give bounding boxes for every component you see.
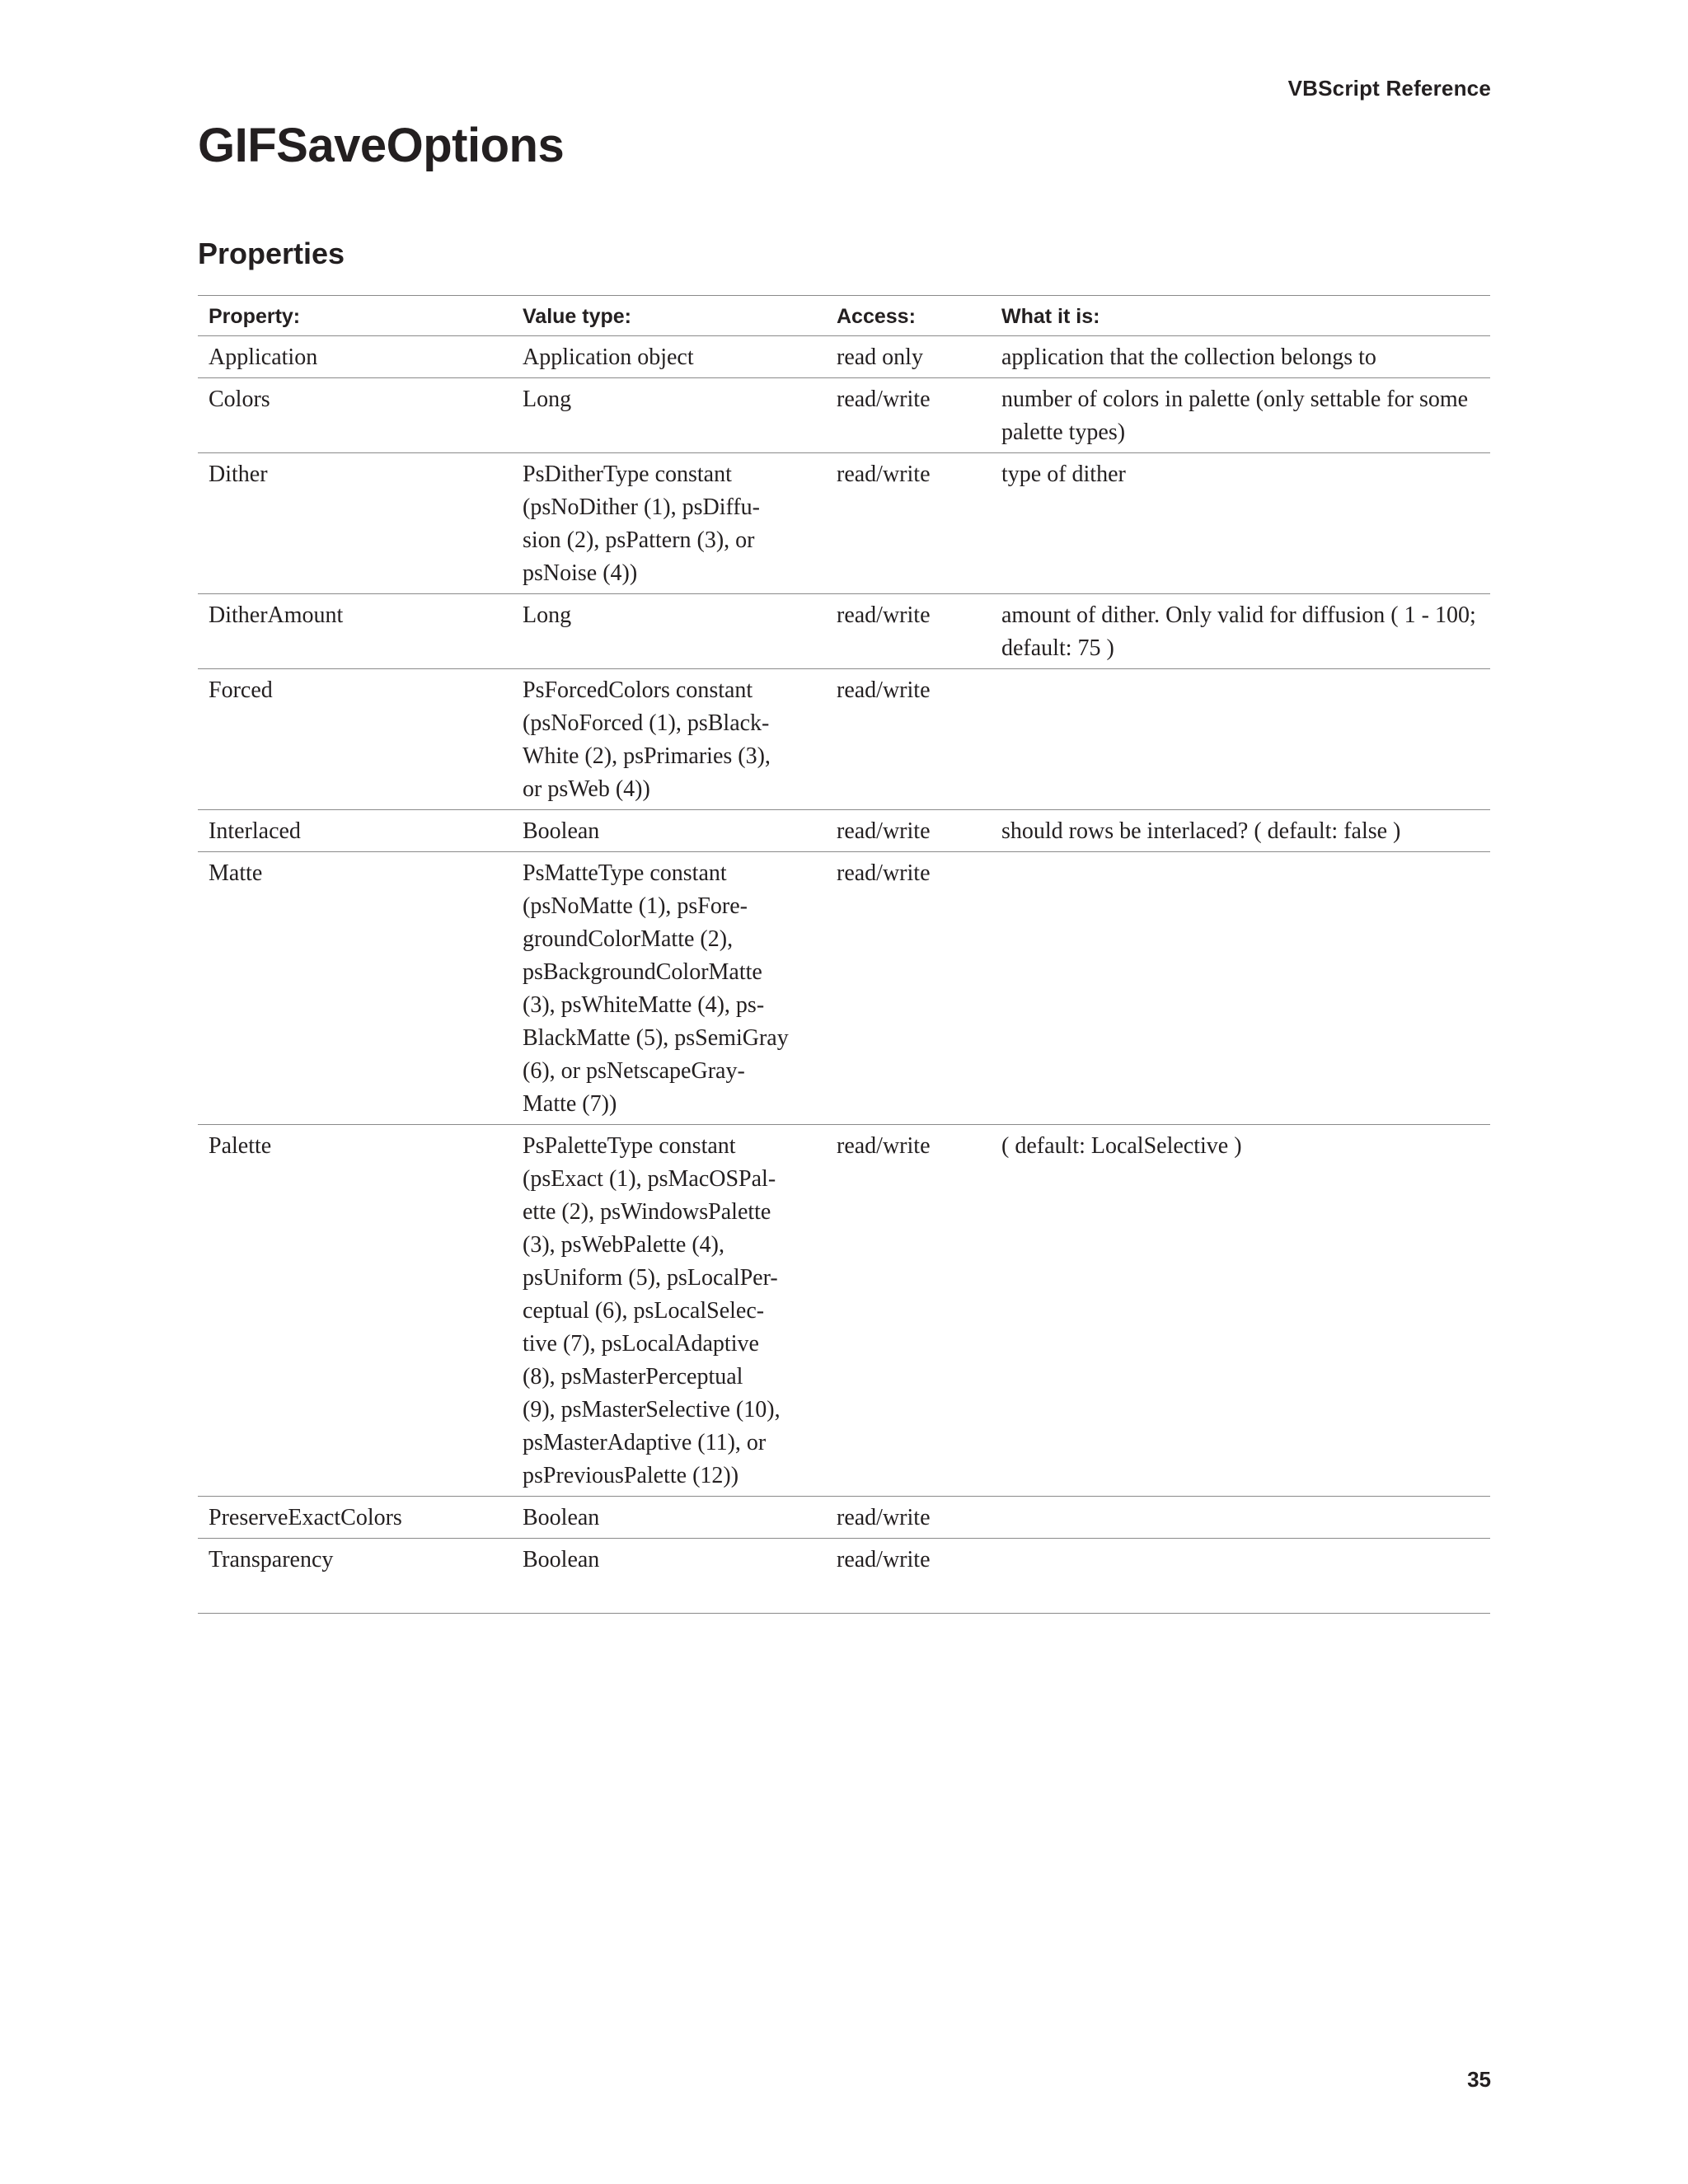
cell-description [991, 336, 1490, 378]
cell-description [991, 1539, 1490, 1614]
value-type-line: (psNoMatte (1), psFore- [523, 893, 748, 919]
table-row [198, 669, 1490, 810]
column-header-value-type: Value type: [512, 296, 826, 336]
cell-property: Palette [198, 1125, 512, 1497]
table-row [198, 594, 1490, 669]
running-head: VBScript Reference [1287, 76, 1491, 101]
value-type-line: psUniform (5), psLocalPer- [523, 1265, 778, 1291]
cell-value-type [512, 1125, 826, 1497]
value-type-line: Long [523, 602, 572, 628]
cell-access: read/write [826, 1497, 991, 1539]
description-line: default: 75 ) [1001, 635, 1114, 661]
value-type-line: Boolean [523, 1505, 600, 1530]
value-type-line: Matte (7)) [523, 1091, 617, 1117]
table-row [198, 810, 1490, 852]
value-type-line: Long [523, 387, 572, 412]
cell-value-type [512, 1497, 826, 1539]
table-row [198, 453, 1490, 594]
cell-description [991, 378, 1490, 453]
cell-access: read/write [826, 852, 991, 1125]
cell-value-type [512, 378, 826, 453]
table-row [198, 1497, 1490, 1539]
value-type-line: (8), psMasterPerceptual [523, 1364, 743, 1390]
cell-property: Colors [198, 378, 512, 453]
value-type-line: PsMatteType constant [523, 860, 727, 886]
value-type-line: (psNoDither (1), psDiffu- [523, 494, 760, 520]
column-header-what-it-is: What it is: [991, 296, 1490, 336]
value-type-line: or psWeb (4)) [523, 776, 650, 802]
description-line: should rows be interlaced? ( default: false ) [1001, 818, 1401, 844]
table-row [198, 1125, 1490, 1497]
value-type-line: sion (2), psPattern (3), or [523, 527, 755, 553]
value-type-line: PsForcedColors constant [523, 677, 753, 703]
cell-property: Dither [198, 453, 512, 594]
table-body [198, 336, 1490, 1614]
cell-access: read only [826, 336, 991, 378]
description-line: application that the collection belongs to [1001, 344, 1376, 370]
cell-value-type [512, 852, 826, 1125]
section-title: Properties [198, 237, 345, 270]
value-type-line: (6), or psNetscapeGray- [523, 1058, 745, 1084]
cell-property: Transparency [209, 1547, 334, 1572]
cell-value-type [512, 1539, 826, 1614]
cell-access: read/write [826, 810, 991, 852]
cell-property: PreserveExactColors [198, 1497, 512, 1539]
value-type-line: Application object [523, 344, 694, 370]
properties-table [198, 295, 1490, 1614]
value-type-line: PsDitherType constant [523, 462, 732, 487]
value-type-line: ceptual (6), psLocalSelec- [523, 1298, 765, 1324]
description-line: ( default: LocalSelective ) [1001, 1133, 1242, 1159]
cell-description [991, 1125, 1490, 1497]
cell-access: read/write [826, 1125, 991, 1497]
cell-description [991, 810, 1490, 852]
cell-value-type [512, 336, 826, 378]
value-type-line: BlackMatte (5), psSemiGray [523, 1025, 789, 1051]
cell-property: Interlaced [198, 810, 512, 852]
table-row [198, 1539, 1490, 1614]
value-type-line: psBackgroundColorMatte [523, 959, 762, 985]
cell-value-type [512, 810, 826, 852]
cell-description [991, 594, 1490, 669]
cell-description [991, 1497, 1490, 1539]
value-type-line: PsPaletteType constant [523, 1133, 736, 1159]
value-type-line: White (2), psPrimaries (3), [523, 743, 771, 769]
page-number: 35 [1467, 2067, 1491, 2092]
cell-access: read/write [826, 378, 991, 453]
column-header-access: Access: [826, 296, 991, 336]
page-title: GIFSaveOptions [198, 119, 565, 172]
cell-access: read/write [826, 453, 991, 594]
value-type-line: psMasterAdaptive (11), or [523, 1430, 767, 1455]
value-type-line: Boolean [523, 818, 600, 844]
value-type-line: ette (2), psWindowsPalette [523, 1199, 771, 1225]
value-type-line: (psExact (1), psMacOSPal- [523, 1166, 776, 1192]
description-line: type of dither [1001, 462, 1126, 487]
description-line: palette types) [1001, 419, 1126, 445]
cell-property: Matte [198, 852, 512, 1125]
cell-description [991, 669, 1490, 810]
cell-description [991, 852, 1490, 1125]
value-type-line: (psNoForced (1), psBlack- [523, 710, 770, 736]
cell-access: read/write [826, 669, 991, 810]
value-type-line: groundColorMatte (2), [523, 926, 734, 952]
cell-property: Application [198, 336, 512, 378]
value-type-line: psPreviousPalette (12)) [523, 1463, 739, 1488]
value-type-line: Boolean [523, 1547, 600, 1572]
cell-property: DitherAmount [198, 594, 512, 669]
column-header-property: Property: [198, 296, 512, 336]
cell-property: Forced [198, 669, 512, 810]
description-line: number of colors in palette (only settable for some [1001, 387, 1469, 412]
table-row [198, 852, 1490, 1125]
value-type-line: (9), psMasterSelective (10), [523, 1397, 781, 1422]
table-header-row [198, 296, 1490, 336]
cell-description [991, 453, 1490, 594]
description-line: amount of dither. Only valid for diffusion ( 1 - 100; [1001, 602, 1476, 628]
cell-value-type [512, 453, 826, 594]
table-row [198, 336, 1490, 378]
value-type-line: (3), psWebPalette (4), [523, 1232, 724, 1258]
cell-value-type [512, 669, 826, 810]
value-type-line: (3), psWhiteMatte (4), ps- [523, 992, 765, 1018]
value-type-line: tive (7), psLocalAdaptive [523, 1331, 759, 1357]
cell-value-type [512, 594, 826, 669]
value-type-line: psNoise (4)) [523, 560, 638, 586]
table-row [198, 378, 1490, 453]
cell-access: read/write [826, 594, 991, 669]
cell-access: read/write [837, 1547, 931, 1572]
